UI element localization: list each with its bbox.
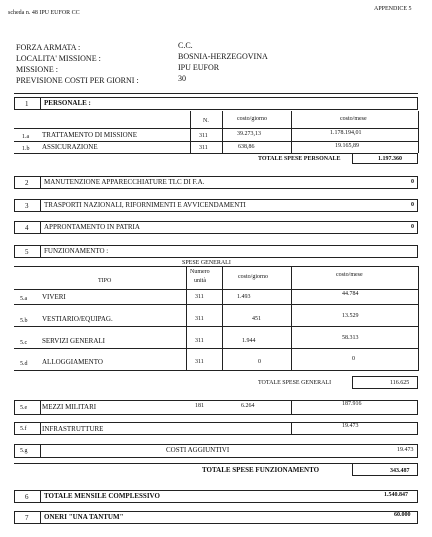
section1-col-line-right (418, 111, 419, 153)
section2-value: 0 (411, 179, 414, 185)
section1-row-line-b (14, 141, 418, 142)
section5-row-line-a (14, 304, 418, 305)
table-row-code: 1.b (22, 146, 30, 152)
table-row-mese: 58.313 (342, 335, 359, 341)
section5-subheader-line (14, 266, 418, 267)
scheda-label: scheda n. 48 IPU EUFOR CC (8, 10, 80, 16)
info-label-giorni: PREVISIONE COSTI PER GIORNI : (16, 76, 139, 85)
section5e-divider (40, 400, 41, 415)
table-row-code: 5.g (20, 448, 28, 454)
table-row-giorno: 1.944 (242, 338, 256, 344)
section3-value: 0 (411, 202, 414, 208)
table-row-n: 311 (199, 133, 208, 139)
table-row-giorno: 638,86 (238, 144, 255, 150)
table-row-mese: 44.784 (342, 291, 359, 297)
section5-col-unita: unità (194, 278, 206, 284)
table-row-n: 181 (195, 403, 204, 409)
table-row-code: 5.a (20, 296, 28, 302)
appendice-label: APPENDICE 5 (374, 6, 412, 12)
table-row-label: ALLOGGIAMENTO (42, 358, 103, 366)
table-row-code: 5.c (20, 340, 28, 346)
table-row-label: INFRASTRUTTURE (42, 425, 104, 433)
info-label-missione: MISSIONE : (16, 65, 59, 74)
info-label-forza: FORZA ARMATA : (16, 43, 81, 52)
section5f-divider (40, 422, 41, 435)
section1-title: PERSONALE : (44, 99, 91, 107)
spese-generali-header: SPESE GENERALI (182, 260, 231, 266)
section2-num: 2 (25, 179, 29, 187)
table-row-label: VESTIARIO/EQUIPAG. (42, 315, 113, 323)
info-value-missione: IPU EUFOR (178, 63, 220, 72)
section3-divider (40, 199, 41, 212)
section1-col-mese: costo/mese (340, 116, 367, 122)
section4-value: 0 (411, 224, 414, 230)
spese-generali-total-value: 116.625 (390, 380, 410, 386)
table-row-label: TRATTAMENTO DI MISSIONE (42, 131, 137, 139)
section5-row-line-d (14, 370, 418, 371)
section5-title: FUNZIONAMENTO : (44, 247, 109, 255)
section1-total-label: TOTALE SPESE PERSONALE (258, 156, 341, 162)
table-row-giorno: 1.493 (237, 294, 251, 300)
section5-row-line-b (14, 326, 418, 327)
section5-col-numero: Numero (190, 269, 210, 275)
section7-title: ONERI "UNA TANTUM" (44, 513, 124, 521)
table-row-label: SERVIZI GENERALI (42, 337, 106, 345)
table-row-mese: 13.529 (342, 313, 359, 319)
funzionamento-total-label: TOTALE SPESE FUNZIONAMENTO (202, 466, 320, 474)
table-row-mese: 1.178.194,01 (330, 130, 362, 136)
section5-header-line (14, 289, 418, 290)
section4-num: 4 (25, 224, 29, 232)
info-value-giorni: 30 (178, 74, 186, 83)
section1-total-value: 1.197.360 (378, 156, 402, 162)
table-row-giorno: 0 (258, 359, 261, 365)
section3-title: TRASPORTI NAZIONALI, RIFORNIMENTI E AVVICENDAMENTI (44, 201, 246, 209)
section6-divider (40, 490, 41, 503)
table-row-code: 1.a (22, 134, 30, 140)
table-row-code: 5.f (20, 426, 27, 432)
table-row-label: VIVERI (42, 293, 66, 301)
section4-title: APPRONTAMENTO IN PATRIA (44, 223, 140, 231)
top-divider (14, 93, 418, 94)
table-row-n: 311 (195, 294, 204, 300)
section1-col-n: N. (203, 118, 209, 124)
section1-col-giorno: costo/giorno (237, 116, 267, 122)
section7-divider (40, 511, 41, 524)
section5e-divider-mese (291, 400, 292, 415)
spese-generali-total-label: TOTALE SPESE GENERALI (258, 380, 332, 386)
section7-num: 7 (25, 514, 29, 522)
section3-num: 3 (25, 202, 29, 210)
section2-title: MANUTENZIONE APPARECCHIATURE TLC DI F.A. (44, 178, 205, 186)
table-row-giorno: 451 (252, 316, 261, 322)
section5-num: 5 (25, 248, 29, 256)
section1-num: 1 (25, 100, 29, 108)
section5-col-line-giorno (222, 266, 223, 371)
section4-divider (40, 221, 41, 234)
table-row-label: MEZZI MILITARI (42, 403, 97, 411)
section1-col-line-n (190, 111, 191, 153)
table-row-n: 311 (199, 145, 208, 151)
section6-title: TOTALE MENSILE COMPLESSIVO (44, 492, 160, 500)
table-row-mese: 187.916 (342, 401, 362, 407)
section5g-divider (40, 444, 41, 458)
section1-row-line-a (14, 128, 418, 129)
section6-value: 1.540.847 (384, 492, 408, 498)
section5f-divider-mese (291, 422, 292, 435)
info-label-localita: LOCALITA' MISSIONE : (16, 54, 101, 63)
table-row-giorno: 6.264 (241, 403, 255, 409)
section1-divider (40, 97, 41, 110)
table-row-n: 311 (195, 316, 204, 322)
table-row-code: 5.b (20, 318, 28, 324)
table-row-n: 311 (195, 338, 204, 344)
section5-col-line-mese (291, 266, 292, 371)
section5-col-line-n (186, 266, 187, 371)
table-row-label: COSTI AGGIUNTIVI (166, 446, 230, 454)
table-row-code: 5.e (20, 405, 28, 411)
table-row-giorno: 39.273,13 (237, 131, 261, 137)
table-row-mese: 19.165,89 (335, 143, 359, 149)
section5g-value: 19.473 (397, 447, 414, 453)
section1-col-line-mese (291, 111, 292, 153)
table-row-code: 5.d (20, 361, 28, 367)
section6-num: 6 (25, 493, 29, 501)
section5-col-tipo: TIPO (98, 278, 112, 284)
section5-col-line-right (418, 266, 419, 371)
section5-divider (40, 245, 41, 258)
section5-row-line-c (14, 348, 418, 349)
info-value-forza: C.C. (178, 41, 193, 50)
section5-col-mese: costo/mese (336, 272, 363, 278)
section5-col-giorno: costo/giorno (238, 274, 268, 280)
section2-divider (40, 176, 41, 189)
funzionamento-total-value: 343.487 (390, 468, 410, 474)
table-row-mese: 19.473 (342, 423, 359, 429)
info-value-localita: BOSNIA-HERZEGOVINA (178, 52, 268, 61)
section7-value: 60.000 (394, 512, 411, 518)
section1-col-line-giorno (222, 111, 223, 153)
table-row-label: ASSICURAZIONE (42, 143, 98, 151)
table-row-n: 311 (195, 359, 204, 365)
table-row-mese: 0 (352, 356, 355, 362)
